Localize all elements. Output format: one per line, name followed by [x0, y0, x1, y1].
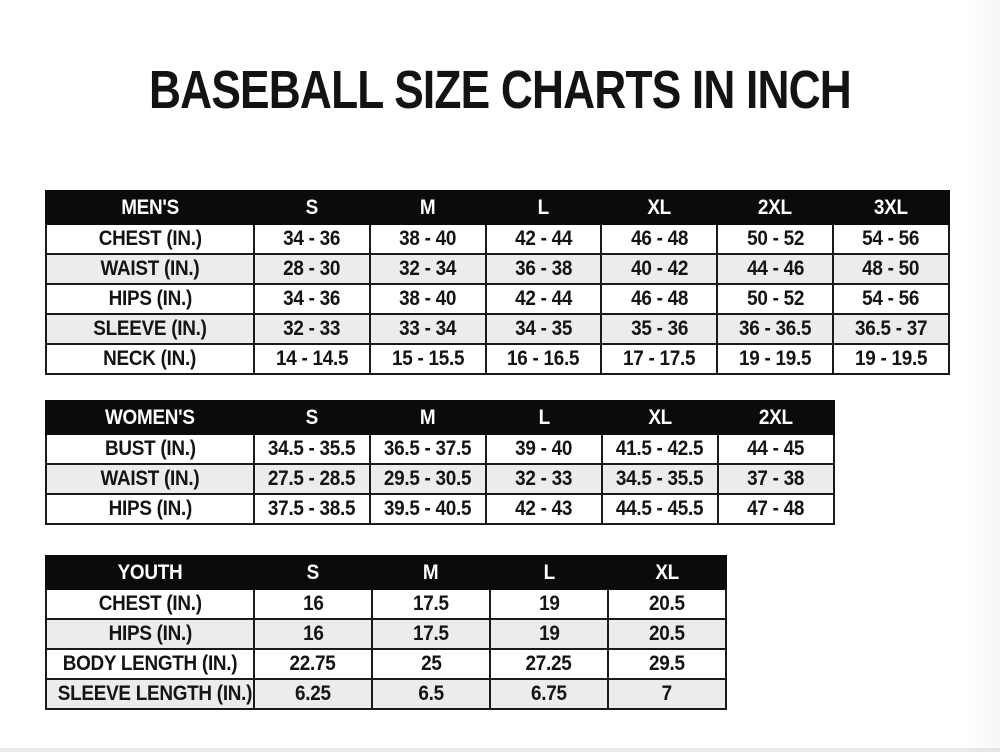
measurement-label-cell: CHEST (IN.)	[46, 589, 254, 619]
size-value-cell: 41.5 - 42.5	[602, 434, 718, 464]
size-value-cell: 34.5 - 35.5	[254, 434, 370, 464]
table-row	[46, 464, 834, 494]
size-value-cell: 50 - 52	[717, 284, 833, 314]
size-value-cell: 42 - 44	[486, 284, 602, 314]
size-column-header: M	[370, 191, 486, 224]
size-value-cell: 47 - 48	[718, 494, 834, 524]
size-value-cell: 54 - 56	[833, 284, 949, 314]
size-value-cell: 44 - 46	[717, 254, 833, 284]
measurement-label-cell: NECK (IN.)	[46, 344, 254, 374]
size-value-cell: 7	[608, 679, 726, 709]
header-row	[46, 191, 949, 224]
size-value-cell: 48 - 50	[833, 254, 949, 284]
size-value-cell: 17 - 17.5	[601, 344, 717, 374]
size-value-cell: 46 - 48	[601, 224, 717, 254]
size-value-cell: 34 - 35	[486, 314, 602, 344]
youth-size-table	[45, 555, 727, 710]
size-column-header: 3XL	[833, 191, 949, 224]
measurement-label-cell: BODY LENGTH (IN.)	[46, 649, 254, 679]
size-value-cell: 36.5 - 37	[833, 314, 949, 344]
size-value-cell: 27.25	[490, 649, 608, 679]
table-row	[46, 344, 949, 374]
measurement-label-cell: HIPS (IN.)	[46, 494, 254, 524]
size-value-cell: 25	[372, 649, 490, 679]
size-value-cell: 37.5 - 38.5	[254, 494, 370, 524]
size-value-cell: 38 - 40	[370, 284, 486, 314]
size-column-header: XL	[601, 191, 717, 224]
measurement-label-cell: HIPS (IN.)	[46, 619, 254, 649]
size-value-cell: 34 - 36	[254, 284, 370, 314]
size-value-cell: 32 - 33	[254, 314, 370, 344]
size-value-cell: 19 - 19.5	[833, 344, 949, 374]
size-value-cell: 16	[254, 589, 372, 619]
table-row	[46, 254, 949, 284]
table-title-cell: MEN'S	[46, 191, 254, 224]
measurement-label-cell: WAIST (IN.)	[46, 254, 254, 284]
measurement-label-cell: WAIST (IN.)	[46, 464, 254, 494]
size-value-cell: 50 - 52	[717, 224, 833, 254]
size-column-header: M	[370, 401, 486, 434]
scan-artifact-bottom-strip	[0, 748, 1000, 752]
size-value-cell: 16 - 16.5	[486, 344, 602, 374]
size-column-header: 2XL	[717, 191, 833, 224]
size-value-cell: 46 - 48	[601, 284, 717, 314]
size-value-cell: 29.5 - 30.5	[370, 464, 486, 494]
size-value-cell: 33 - 34	[370, 314, 486, 344]
table-row	[46, 224, 949, 254]
measurement-label-cell: SLEEVE (IN.)	[46, 314, 254, 344]
page-title: BASEBALL SIZE CHARTS IN INCH	[149, 60, 851, 120]
table-row	[46, 619, 726, 649]
size-column-header: XL	[602, 401, 718, 434]
size-value-cell: 38 - 40	[370, 224, 486, 254]
table-row	[46, 314, 949, 344]
mens-size-table	[45, 190, 950, 375]
size-column-header: 2XL	[718, 401, 834, 434]
size-value-cell: 6.75	[490, 679, 608, 709]
size-column-header: L	[486, 401, 602, 434]
womens-size-table	[45, 400, 835, 525]
size-value-cell: 6.5	[372, 679, 490, 709]
table-row	[46, 679, 726, 709]
size-column-header: S	[254, 191, 370, 224]
size-value-cell: 19	[490, 589, 608, 619]
measurement-label-cell: CHEST (IN.)	[46, 224, 254, 254]
scan-artifact-right-shade	[962, 0, 1000, 752]
size-value-cell: 16	[254, 619, 372, 649]
size-value-cell: 19	[490, 619, 608, 649]
table-row	[46, 434, 834, 464]
size-value-cell: 20.5	[608, 619, 726, 649]
size-value-cell: 27.5 - 28.5	[254, 464, 370, 494]
size-value-cell: 35 - 36	[601, 314, 717, 344]
table-row	[46, 284, 949, 314]
size-column-header: S	[254, 556, 372, 589]
table-title-cell: YOUTH	[46, 556, 254, 589]
size-value-cell: 20.5	[608, 589, 726, 619]
table-row	[46, 649, 726, 679]
size-value-cell: 36 - 38	[486, 254, 602, 284]
size-value-cell: 17.5	[372, 589, 490, 619]
size-value-cell: 36.5 - 37.5	[370, 434, 486, 464]
size-value-cell: 44 - 45	[718, 434, 834, 464]
size-column-header: L	[486, 191, 602, 224]
size-value-cell: 54 - 56	[833, 224, 949, 254]
size-value-cell: 42 - 43	[486, 494, 602, 524]
size-value-cell: 42 - 44	[486, 224, 602, 254]
size-value-cell: 14 - 14.5	[254, 344, 370, 374]
youth-table	[45, 555, 727, 710]
size-value-cell: 22.75	[254, 649, 372, 679]
size-value-cell: 15 - 15.5	[370, 344, 486, 374]
table-title-cell: WOMEN'S	[46, 401, 254, 434]
size-value-cell: 39.5 - 40.5	[370, 494, 486, 524]
size-value-cell: 44.5 - 45.5	[602, 494, 718, 524]
size-column-header: L	[490, 556, 608, 589]
measurement-label-cell: BUST (IN.)	[46, 434, 254, 464]
table-row	[46, 494, 834, 524]
size-value-cell: 34.5 - 35.5	[602, 464, 718, 494]
size-column-header: M	[372, 556, 490, 589]
table-row	[46, 589, 726, 619]
size-column-header: S	[254, 401, 370, 434]
size-value-cell: 39 - 40	[486, 434, 602, 464]
size-value-cell: 40 - 42	[601, 254, 717, 284]
size-value-cell: 6.25	[254, 679, 372, 709]
header-row	[46, 556, 726, 589]
size-value-cell: 36 - 36.5	[717, 314, 833, 344]
size-value-cell: 32 - 33	[486, 464, 602, 494]
size-value-cell: 19 - 19.5	[717, 344, 833, 374]
womens-table	[45, 400, 835, 525]
measurement-label-cell: HIPS (IN.)	[46, 284, 254, 314]
size-value-cell: 29.5	[608, 649, 726, 679]
size-value-cell: 32 - 34	[370, 254, 486, 284]
size-value-cell: 34 - 36	[254, 224, 370, 254]
mens-table	[45, 190, 950, 375]
size-column-header: XL	[608, 556, 726, 589]
size-value-cell: 28 - 30	[254, 254, 370, 284]
size-value-cell: 17.5	[372, 619, 490, 649]
size-value-cell: 37 - 38	[718, 464, 834, 494]
measurement-label-cell: SLEEVE LENGTH (IN.)	[46, 679, 254, 709]
header-row	[46, 401, 834, 434]
